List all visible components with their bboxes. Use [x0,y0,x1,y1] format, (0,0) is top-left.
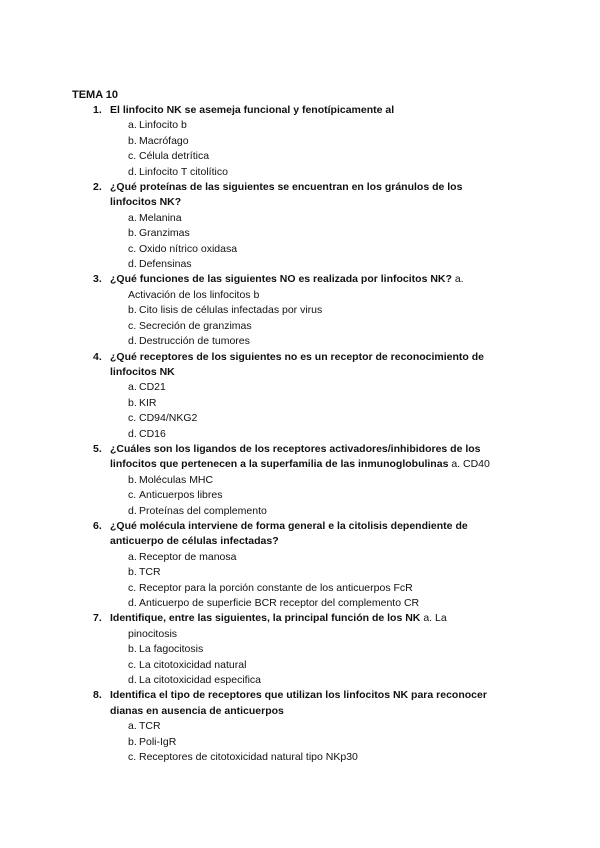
answer-option [0,411,600,426]
option-text: Receptor para la porción constante de los anticuerpos FcR [139,581,413,594]
question-4 [0,350,600,442]
answer-option [0,211,600,226]
option-continuation: Activación de los linfocitos b [128,288,260,301]
option-letter: c. [128,751,137,764]
answer-option [0,427,600,442]
option-letter: c. [128,581,137,594]
option-text: Moléculas MHC [139,473,214,486]
option-letter: b. [128,566,137,579]
option-letter: d. [128,165,137,178]
question-list [0,103,600,765]
option-text: CD94/NKG2 [139,412,198,425]
option-text: CD21 [139,381,166,394]
option-letter: d. [128,335,137,348]
option-letter: b. [128,304,137,317]
question-text: El linfocito NK se asemeja funcional y fenotípicamente al [110,104,395,116]
answer-option [0,134,600,149]
inline-option: a. [454,273,464,286]
option-letter: b. [128,134,137,147]
answer-option [0,719,600,734]
answer-option [0,226,600,241]
answer-option [0,257,600,272]
answer-option [0,396,600,411]
option-letter: c. [128,242,137,255]
option-letter: d. [128,597,137,609]
question-number: 1. [93,104,102,116]
option-text: Granzimas [139,227,190,240]
question-2 [0,180,600,272]
question-7 [0,611,600,688]
question-number: 3. [93,273,102,286]
option-letter: c. [128,319,137,332]
answer-option [0,581,600,596]
option-letter: a. [128,720,137,733]
question-stem [0,611,600,626]
option-letter: d. [128,427,137,440]
question-number: 5. [93,442,102,455]
question-stem [0,180,600,211]
question-number: 8. [93,689,102,702]
option-text: La citotoxicidad especifica [139,674,261,687]
question-stem [0,519,600,550]
question-number: 2. [93,181,102,194]
option-text: Poli-IgR [139,735,177,748]
option-text: TCR [139,566,161,579]
option-text: Linfocito b [139,119,187,132]
option-text: KIR [139,396,157,409]
answer-option [0,319,600,334]
question-stem [0,350,600,381]
option-letter: b. [128,227,137,240]
answer-option [0,658,600,673]
option-letter: c. [128,489,137,502]
option-text: Defensinas [139,258,192,271]
question-number: 6. [93,519,102,532]
question-text: ¿Qué molécula interviene de forma general e la citolisis dependiente de anticuerpo de células infectadas? [110,519,468,548]
answer-option [0,149,600,164]
option-letter: d. [128,258,137,271]
option-text: Linfocito T citolítico [139,165,228,178]
question-stem [0,688,600,719]
option-text: Cito lisis de células infectadas por virus [139,304,323,317]
answer-option [0,242,600,257]
option-letter: c. [128,412,137,425]
answer-option [0,473,600,488]
question-3 [0,272,600,349]
option-letter: b. [128,396,137,409]
option-text: Receptor de manosa [139,550,237,563]
option-text: Melanina [139,211,182,224]
answer-option [0,673,600,688]
option-letter: b. [128,643,137,656]
question-6 [0,519,600,611]
option-letter: c. [128,658,137,671]
answer-option [0,504,600,519]
page-title: TEMA 10 [72,89,119,101]
option-text: La fagocitosis [139,643,204,656]
option-text: Macrófago [139,134,189,147]
option-continuation: pinocitosis [128,627,178,640]
option-text: Anticuerpos libres [139,489,223,502]
option-text: Receptores de citotoxicidad natural tipo NKp30 [139,751,358,764]
question-text: ¿Qué funciones de las siguientes NO es realizada por linfocitos NK? [110,273,452,286]
answer-option [0,165,600,180]
question-text: ¿Qué proteínas de las siguientes se encuentran en los gránulos de los linfocitos NK? [110,181,463,209]
answer-option [0,642,600,657]
option-text: Oxido nítrico oxidasa [139,242,238,255]
answer-option [0,488,600,503]
option-letter: a. [128,211,137,224]
inline-option: a. La [423,612,447,625]
option-letter: a. [128,550,137,563]
question-1 [0,103,600,180]
question-number: 4. [93,350,102,363]
answer-option [0,380,600,395]
option-letter: c. [128,150,137,163]
option-text: Secreción de granzimas [139,319,252,332]
option-letter: d. [128,674,137,687]
question-number: 7. [93,612,102,625]
question-text: Identifique, entre las siguientes, la principal función de los NK [110,612,421,625]
option-letter: b. [128,735,137,748]
question-stem [0,103,600,118]
answer-option [0,596,600,611]
question-text: ¿Cuáles son los ligandos de los receptores activadores/inhibidores de los linfocitos que pertenecen a la superfamilia de las inmunoglobulinas [110,442,481,471]
answer-option [0,303,600,318]
option-text: La citotoxicidad natural [139,658,247,671]
answer-option [0,334,600,349]
question-stem [0,272,600,287]
option-text: Proteínas del complemento [139,504,267,517]
inline-option: a. CD40 [451,458,490,471]
option-text: TCR [139,720,161,733]
question-5 [0,442,600,519]
option-text: Destrucción de tumores [139,335,250,348]
option-text: Célula detrítica [139,150,210,163]
answer-option [0,565,600,580]
option-text: CD16 [139,427,166,440]
question-text: Identifica el tipo de receptores que utilizan los linfocitos NK para reconocer dianas en ausencia de anticuerpos [110,689,487,717]
answer-option [0,550,600,565]
question-stem [0,442,600,473]
question-8 [0,688,600,765]
question-text: ¿Qué receptores de los siguientes no es un receptor de reconocimiento de linfocitos NK [110,350,485,378]
answer-option [0,750,600,765]
answer-option [0,118,600,133]
option-letter: a. [128,119,137,132]
option-letter: d. [128,504,137,517]
option-letter: a. [128,381,137,394]
option-letter: b. [128,473,137,486]
option-text: Anticuerpo de superficie BCR receptor del complemento CR [139,597,420,609]
answer-option [0,735,600,750]
